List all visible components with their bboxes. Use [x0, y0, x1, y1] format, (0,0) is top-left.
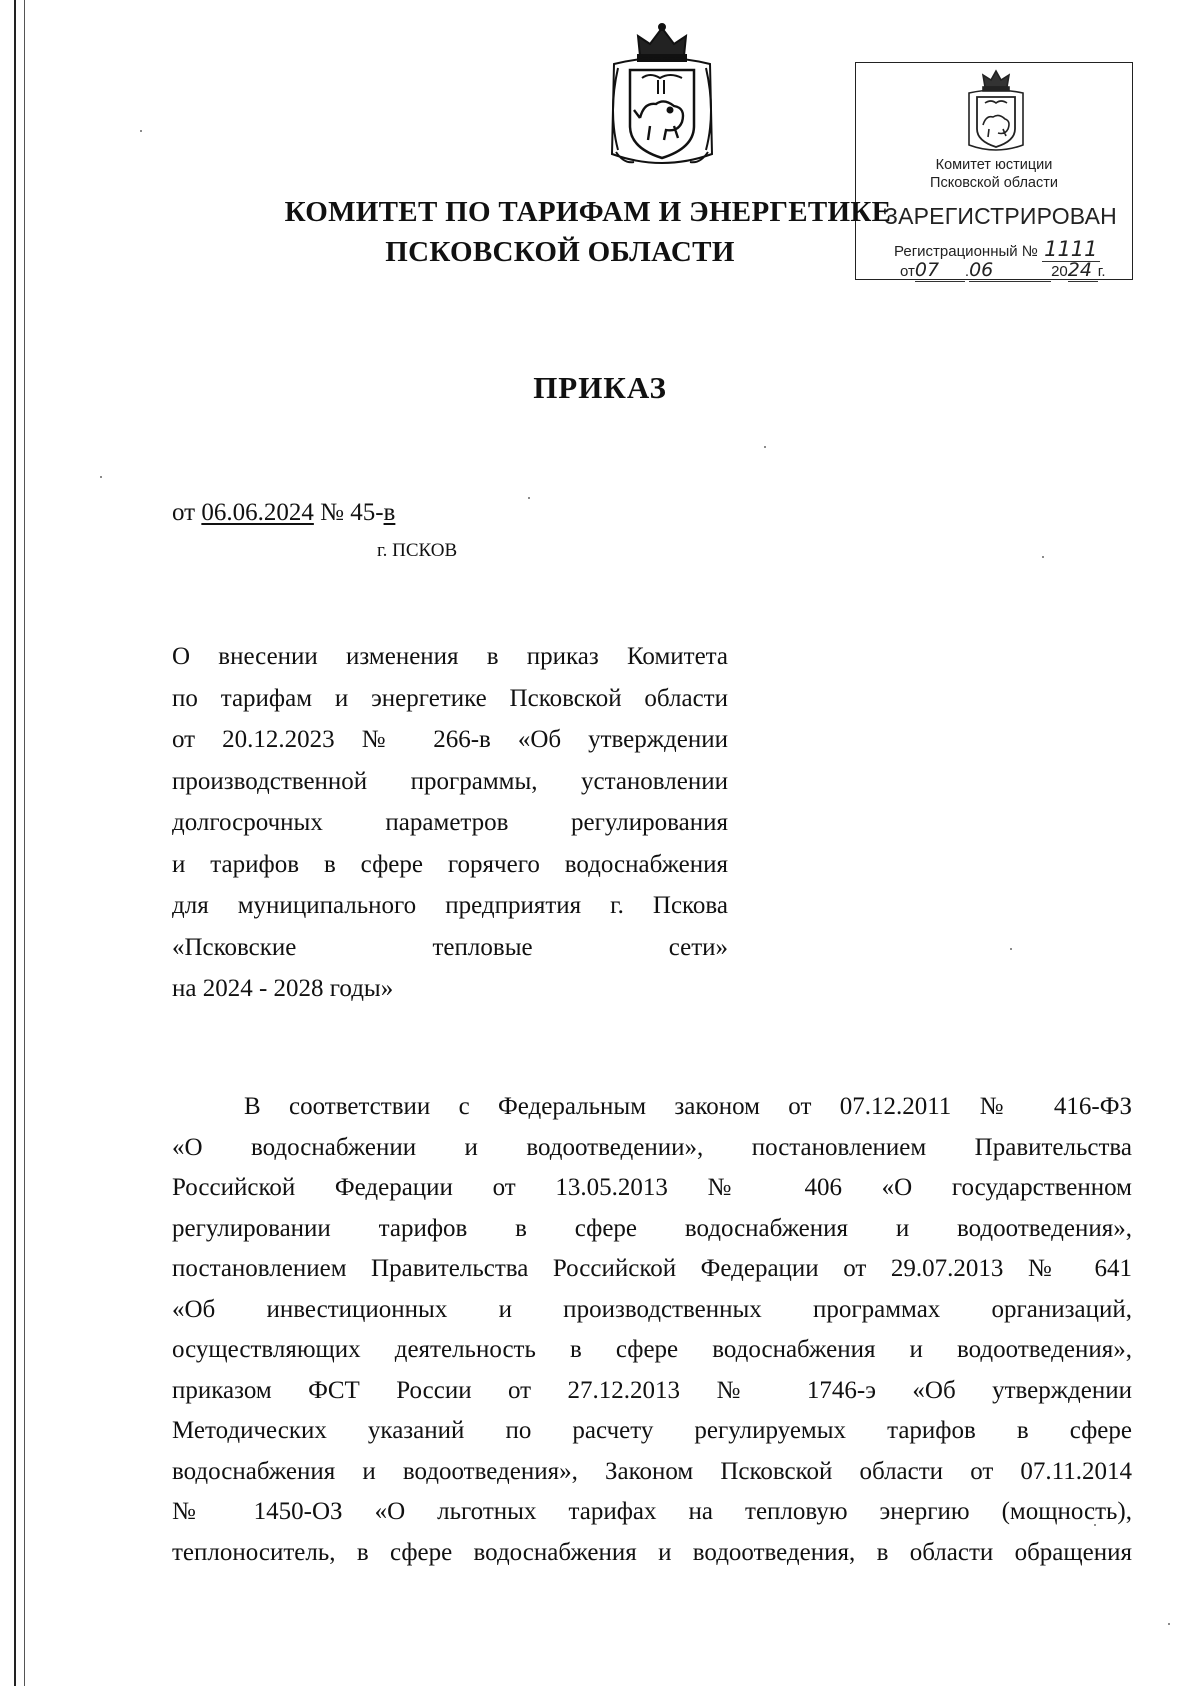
subject-line: производственной программы, установлении	[172, 767, 728, 795]
body-line: водоснабжения и водоотведения», Законом Псковской области от 07.11.2014	[172, 1457, 1132, 1485]
order-subject	[172, 636, 728, 1010]
order-number-suffix: в	[383, 499, 396, 526]
scan-speck	[764, 446, 766, 448]
scan-speck	[100, 476, 102, 478]
body-line: В соответствии с Федеральным законом от 07.12.2011 № 416-ФЗ	[244, 1093, 1132, 1120]
body-line: теплоноситель, в сфере водоснабжения и водоотведения, в области обращения	[172, 1538, 1132, 1566]
subject-line: от 20.12.2023 № 266-в «Об утверждении	[172, 726, 728, 753]
stamp-date-suffix: г.	[1097, 263, 1106, 280]
subject-line: и тарифов в сфере горячего водоснабжения	[172, 850, 728, 878]
order-body	[172, 1087, 1132, 1573]
body-line: регулировании тарифов в сфере водоснабжения и водоотведения»,	[172, 1214, 1132, 1242]
stamp-organization-line1: Комитет юстиции	[935, 157, 1053, 173]
order-date-number	[172, 499, 395, 527]
stamp-date-year-suffix: 24	[1068, 259, 1098, 282]
scan-speck	[1010, 948, 1012, 950]
stamp-date-year-prefix: 20	[1051, 263, 1068, 280]
body-line: осуществляющих деятельность в сфере водоснабжения и водоотведения»,	[172, 1336, 1132, 1363]
order-date: 06.06.2024	[201, 499, 314, 526]
subject-line: на 2024 - 2028 годы»	[172, 975, 394, 1002]
scan-speck	[1168, 1623, 1170, 1625]
body-line: «О водоснабжении и водоотведении», постановлением Правительства	[172, 1133, 1132, 1161]
order-date-prefix: от	[172, 499, 196, 526]
organization-title-line2: ПСКОВСКОЙ ОБЛАСТИ	[385, 236, 735, 268]
body-line: № 1450-ОЗ «О льготных тарифах на тепловую энергию (мощность),	[172, 1498, 1132, 1525]
stamp-organization-line2: Псковской области	[930, 175, 1058, 191]
stamp-status: ЗАРЕГИСТРИРОВАН	[884, 203, 1117, 229]
stamp-registration-label: Регистрационный №	[894, 243, 1038, 260]
subject-line: «Псковские тепловые сети»	[172, 933, 728, 961]
body-line: «Об инвестиционных и производственных программах организаций,	[172, 1295, 1132, 1323]
subject-line: по тарифам и энергетике Псковской области	[172, 684, 728, 712]
stamp-registration-number: 1111	[1044, 237, 1098, 261]
subject-line: О внесении изменения в приказ Комитета	[172, 643, 728, 670]
stamp-date-day: 07	[915, 259, 965, 282]
stamp-date-line: от07 .06 2024 г.	[900, 259, 1106, 281]
stamp-date-prefix: от	[900, 263, 915, 280]
subject-line: долгосрочных параметров регулирования	[172, 809, 728, 836]
coat-of-arms-icon	[594, 22, 730, 172]
order-city: г. ПСКОВ	[377, 540, 458, 561]
scan-speck	[528, 497, 530, 499]
organization-title-line1: КОМИТЕТ ПО ТАРИФАМ И ЭНЕРГЕТИКЕ	[284, 196, 892, 228]
body-line: Российской Федерации от 13.05.2013 № 406 «О государственном	[172, 1174, 1132, 1201]
scan-speck	[140, 130, 142, 132]
body-line: приказом ФСТ России от 27.12.2013 № 1746-э «Об утверждении	[172, 1376, 1132, 1404]
body-line: Методических указаний по расчету регулируемых тарифов в сфере	[172, 1417, 1132, 1444]
stamp-coat-of-arms-icon	[961, 69, 1031, 157]
scan-speck	[1042, 556, 1044, 558]
stamp-date-month: 06	[969, 259, 1051, 282]
body-line: постановлением Правительства Российской Федерации от 29.07.2013 № 641	[172, 1255, 1132, 1282]
document-type-title: ПРИКАЗ	[533, 370, 667, 405]
subject-line: для муниципального предприятия г. Пскова	[172, 892, 728, 919]
order-number-prefix: № 45-	[320, 499, 384, 526]
